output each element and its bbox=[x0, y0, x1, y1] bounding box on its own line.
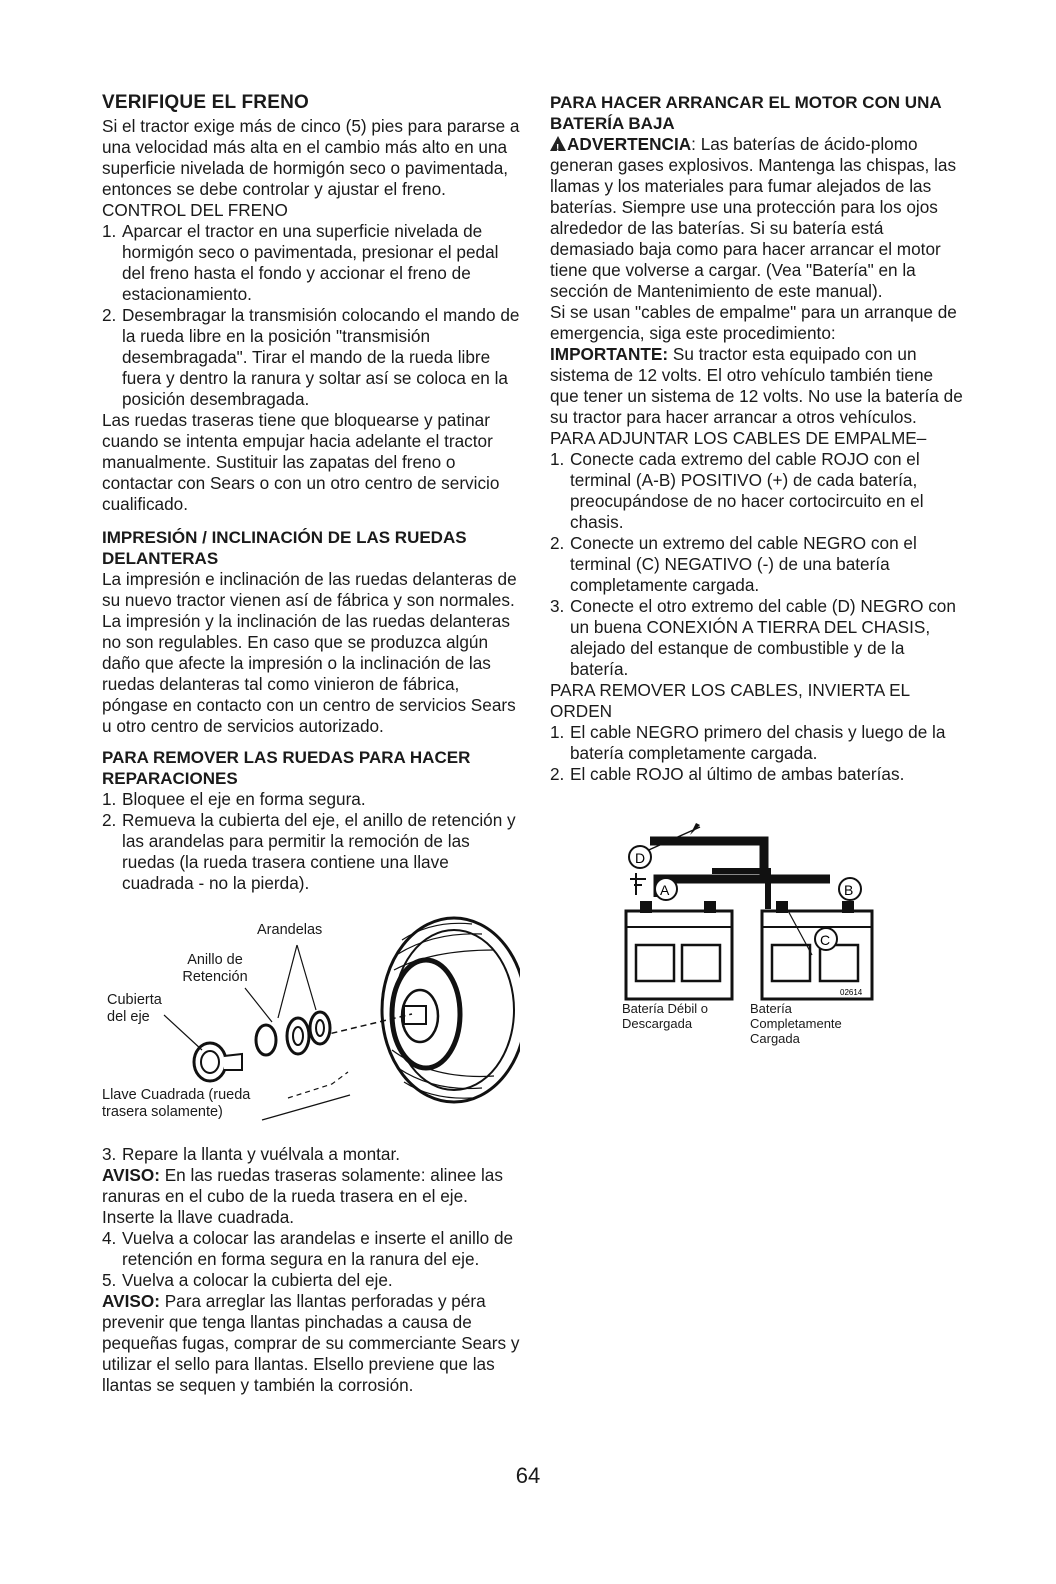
list-item: 2. El cable ROJO al último de ambas baterías. bbox=[550, 764, 905, 784]
list-item: 3. Repare la llanta y vuélvala a montar. bbox=[102, 1144, 401, 1164]
list-item: 3. Conecte el otro extremo del cable (D) NEGRO con un buena CONEXIÓN A TIERRA DEL CHASIS, alejado del estanque de combustible y de la batería. bbox=[550, 596, 956, 679]
list-item: 5. Vuelva a colocar la cubierta del eje. bbox=[102, 1270, 393, 1290]
cables-paragraph: Si se usan "cables de empalme" para un arranque de emergencia, siga este procedimiento: bbox=[550, 302, 957, 343]
list-item: 4. Vuelva a colocar las arandelas e inserte el anillo de retención en forma segura en la ranura del eje. bbox=[102, 1228, 514, 1269]
notice-paragraph: AVISO: En las ruedas traseras solamente: alinee las ranuras en el cubo de la rueda trasera en el eje. Inserte la llave cuadrada. bbox=[102, 1165, 503, 1227]
list-item: 2. Desembragar la transmisión colocando el mando de la rueda libre en la posición "transmisión desembragada". Tirar el mando de la rueda libre fuera y dentro la ranura y soltar así se coloca en la posición desembragada. bbox=[102, 305, 520, 409]
list-item: 1. Bloquee el eje en forma segura. bbox=[102, 789, 366, 809]
figure-code: 02614 bbox=[840, 988, 863, 997]
charged-battery-caption: Batería Completamente Cargada bbox=[750, 1001, 842, 1046]
retaining-ring-label: Anillo de Retención bbox=[182, 952, 248, 985]
label-a: A bbox=[660, 882, 670, 898]
wheel-diagram bbox=[102, 910, 520, 1128]
label-b: B bbox=[844, 882, 854, 898]
important-paragraph: IMPORTANTE: Su tractor esta equipado con un sistema de 12 volts. El otro vehículo también tiene que tener un sistema de 12 volts. No use la batería de su tractor para hacer arrancar a otros vehículos. bbox=[550, 344, 963, 427]
left-column bbox=[102, 92, 520, 1396]
remove-cables-heading: PARA REMOVER LOS CABLES, INVIERTA EL ORDEN bbox=[550, 680, 910, 721]
page-number: 64 bbox=[515, 1463, 541, 1488]
brake-intro: Si el tractor exige más de cinco (5) pies para pararse a una velocidad más alta en el cambio más alto en una superficie nivelada de hormigón seco o pavimentada, entonces se debe controlar y ajustar el freno. bbox=[102, 116, 520, 199]
list-item: 2. Remueva la cubierta del eje, el anillo de retención y las arandelas para permitir la remoción de las ruedas (la rueda trasera contiene una llave cuadrada - no la pierda). bbox=[102, 810, 516, 893]
right-column bbox=[550, 92, 964, 1046]
axle-cover-label: Cubierta del eje bbox=[107, 992, 162, 1025]
attach-cables-heading: PARA ADJUNTAR LOS CABLES DE EMPALME– bbox=[550, 428, 927, 448]
list-item: 1. Aparcar el tractor en una superficie nivelada de hormigón seco o pavimentada, presionar el pedal del freno hasta el fondo y accionar el freno de estacionamiento. bbox=[102, 221, 499, 304]
label-d: D bbox=[635, 850, 646, 866]
brake-heading: VERIFIQUE EL FRENO bbox=[102, 92, 309, 113]
jump-start-heading: PARA HACER ARRANCAR EL MOTOR CON UNA BATERÍA BAJA bbox=[550, 93, 941, 133]
toe-heading: IMPRESIÓN / INCLINACIÓN DE LAS RUEDAS DELANTERAS bbox=[102, 528, 467, 568]
weak-battery-caption: Batería Débil o Descargada bbox=[622, 1001, 708, 1031]
list-item: 2. Conecte un extremo del cable NEGRO con el terminal (C) NEGATIVO (-) de una batería completamente cargada. bbox=[550, 533, 917, 595]
label-c: C bbox=[820, 932, 831, 948]
jumper-cable-illustration bbox=[550, 807, 964, 1017]
remove-wheels-heading: PARA REMOVER LAS RUEDAS PARA HACER REPARACIONES bbox=[102, 748, 471, 788]
warning-icon bbox=[550, 136, 566, 151]
brake-control-label: CONTROL DEL FRENO bbox=[102, 200, 288, 220]
brake-paragraph: Las ruedas traseras tiene que bloquearse y patinar cuando se intenta empujar hacia adelante el tractor manualmente. Sustituir las zapatas del freno o contactar con Sears o con un otro centro de servicio cualificado. bbox=[102, 410, 500, 514]
list-item: 1. El cable NEGRO primero del chasis y luego de la batería completamente cargada. bbox=[550, 722, 946, 763]
toe-paragraph: La impresión e inclinación de las ruedas delanteras de su nuevo tractor vienen así de fábrica y son normales. La impresión y la inclinación de las ruedas delanteras no son regulables. En caso que se produzca algún daño que afecte la impresión o la inclinación de las ruedas delanteras tal como vinieron de fábrica, póngase en contacto con un centro de servicios Sears u otro centro de servicios autorizado. bbox=[102, 569, 517, 736]
battery-diagram bbox=[550, 807, 964, 1046]
square-key-label: Llave Cuadrada (rueda trasera solamente) bbox=[102, 1087, 251, 1120]
notice-paragraph: AVISO: Para arreglar las llantas perforadas y péra prevenir que tenga llantas pinchadas a causa de pequeñas fugas, comprar de su commerciante Sears y utilizar el sello para llantas. Elsello previene que las llantas se sequen y también la corrosión. bbox=[102, 1291, 520, 1395]
warning-paragraph: !ADVERTENCIA: Las baterías de ácido-plomo generan gases explosivos. Mantenga las chispas, las llamas y los materiales para fumar alejados de las baterías. Siempre use una protección para los ojos alrededor de las baterías. Si su batería está demasiado baja como para hacer arrancar el motor tiene que volverse a cargar. (Vea "Batería" en la sección de Mantenimiento de este manual). bbox=[550, 134, 964, 302]
list-item: 1. Conecte cada extremo del cable ROJO con el terminal (A-B) POSITIVO (+) de cada batería, preocupándose de no hacer cortocircuito en el chasis. bbox=[550, 449, 924, 532]
washers-label: Arandelas bbox=[257, 922, 323, 938]
